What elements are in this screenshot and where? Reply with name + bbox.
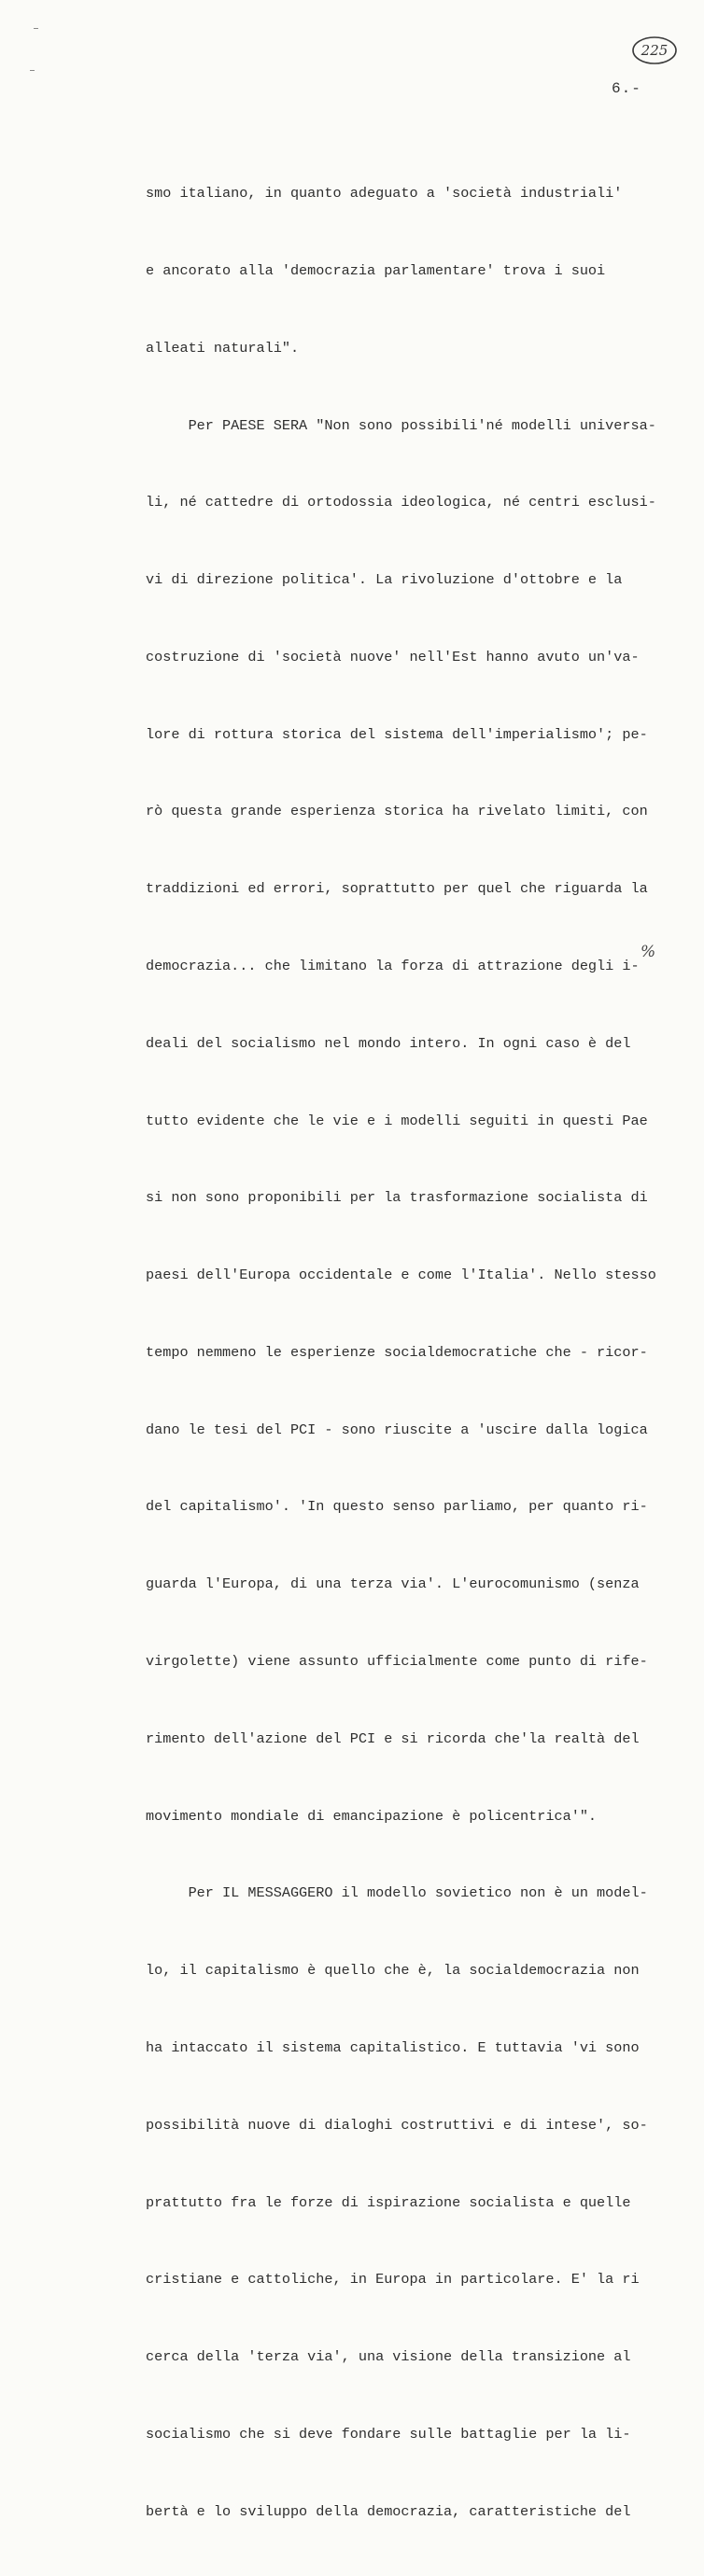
text-line: rimento dell'azione del PCI e si ricorda che'la realtà del <box>146 1729 640 1747</box>
text-line: alleati naturali". <box>146 339 300 357</box>
body-text <box>146 130 697 2576</box>
stamp-number: 225 <box>641 42 669 59</box>
text-line: ha intaccato il sistema capitalistico. E tuttavia 'vi sono <box>146 2038 640 2056</box>
text-line: vi di direzione politica'. La rivoluzione d'ottobre e la <box>146 571 623 589</box>
text-line: dano le tesi del PCI - sono riuscite a 'uscire dalla logica <box>146 1421 648 1438</box>
text-line: e ancorato alla 'democrazia parlamentare' trova i suoi <box>146 261 606 279</box>
page-number: 6.- <box>612 80 641 97</box>
archive-stamp <box>631 35 678 65</box>
text-line: democrazia... che limitano la forza di attrazione degli i- <box>146 958 640 974</box>
text-line: smo italiano, in quanto adeguato a 'società industriali' <box>146 185 623 203</box>
text-line: lore di rottura storica del sistema dell'imperialismo'; pe- <box>146 725 648 743</box>
text-line: li, né cattedre di ortodossia ideologica, né centri esclusi- <box>146 494 656 511</box>
text-line: bertà e lo sviluppo della democrazia, caratteristiche del <box>146 2502 631 2520</box>
text-line: socialismo che si deve fondare sulle battaglie per la li- <box>146 2425 631 2443</box>
text-line: cristiane e cattoliche, in Europa in particolare. E' la ri <box>146 2271 640 2289</box>
text-line: tempo nemmeno le esperienze socialdemocratiche che - ricor- <box>146 1343 648 1361</box>
text-line: del capitalismo'. 'In questo senso parliamo, per quanto ri- <box>146 1498 648 1516</box>
text-line: prattutto fra le forze di ispirazione socialista e quelle <box>146 2193 631 2211</box>
text-line: tutto evidente che le vie e i modelli seguiti in questi Pae <box>146 1112 648 1129</box>
text-line: lo, il capitalismo è quello che è, la socialdemocrazia non <box>146 1962 640 1980</box>
text-line: Per PAESE SERA "Non sono possibili'né modelli universa- <box>146 416 656 434</box>
text-line: paesi dell'Europa occidentale e come l'Italia'. Nello stesso <box>146 1267 656 1284</box>
text-line: deali del socialismo nel mondo intero. In ogni caso è del <box>146 1034 631 1052</box>
text-line: guarda l'Europa, di una terza via'. L'eurocomunismo (senza <box>146 1575 640 1593</box>
text-line: si non sono proponibili per la trasformazione socialista di <box>146 1189 648 1207</box>
text-line: costruzione di 'società nuove' nell'Est hanno avuto un'va- <box>146 648 640 665</box>
edge-mark <box>30 70 35 71</box>
text-line: cerca della 'terza via', una visione della transizione al <box>146 2348 631 2366</box>
text-line: rò questa grande esperienza storica ha rivelato limiti, con <box>146 803 648 820</box>
edge-mark <box>34 28 38 29</box>
footer-mark: % <box>641 943 656 961</box>
text-line: Per IL MESSAGGERO il modello sovietico non è un model- <box>146 1884 648 1902</box>
text-line: possibilità nuove di dialoghi costruttivi e di intese', so- <box>146 2116 648 2134</box>
text-line: traddizioni ed errori, soprattutto per quel che riguarda la <box>146 880 648 898</box>
text-line: movimento mondiale di emancipazione è policentrica'". <box>146 1807 598 1825</box>
text-line: virgolette) viene assunto ufficialmente come punto di rife- <box>146 1653 648 1671</box>
